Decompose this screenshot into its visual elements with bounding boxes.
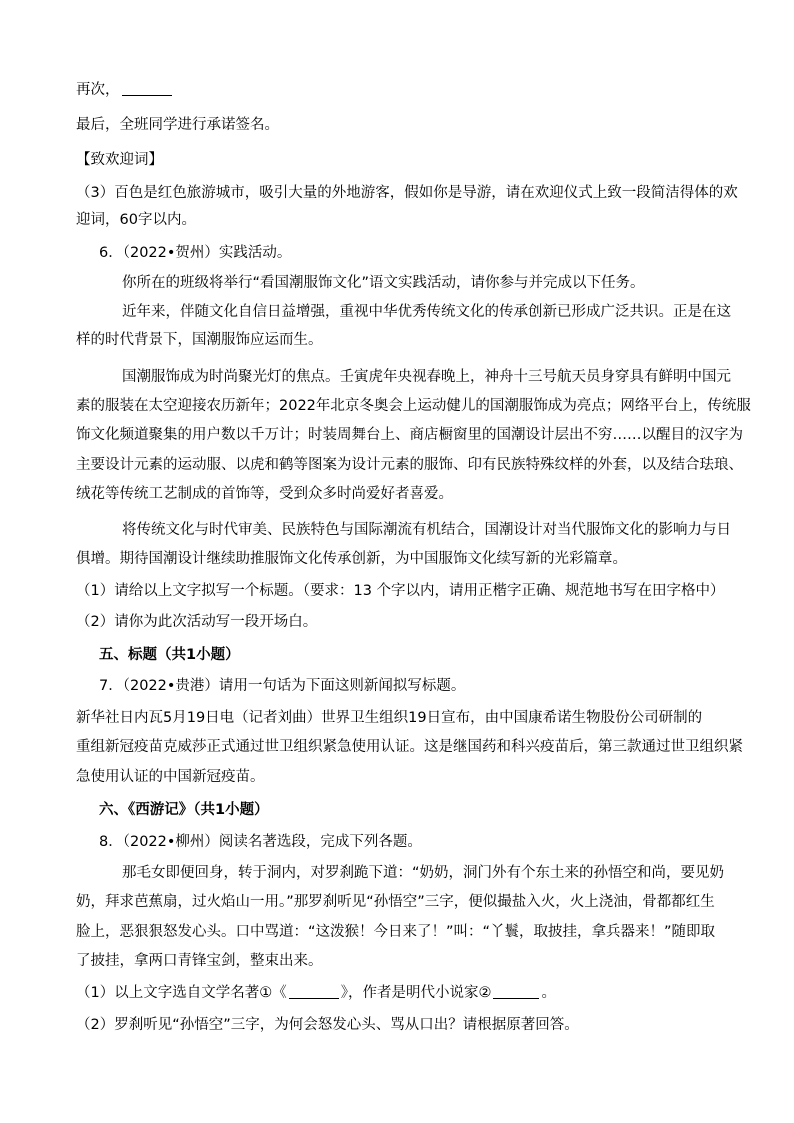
continuation-text: 再次， — [76, 82, 120, 98]
section-heading: 五、标题（共1小题） — [99, 647, 240, 663]
excerpt-line: 了披挂，拿两口青锋宝剑，整束出来。 — [76, 953, 323, 969]
question-8-header: 8．（2022•柳州）阅读名著选段，完成下列各题。 — [99, 834, 422, 850]
passage-line: 饰文化频道聚集的用户数以千万计；时装周舞台上、商店橱窗里的国潮设计层出不穷……以醒目的汉字为 — [76, 427, 743, 443]
continuation-line: 最后，全班同学进行承诺签名。 — [76, 117, 279, 133]
excerpt-line: 那毛女即便回身，转于洞内，对罗刹跪下道：“奶奶，洞门外有个东土来的孙悟空和尚，要见奶 — [122, 865, 725, 881]
question-text: （3）百色是红色旅游城市，吸引大量的外地游客，假如你是导游，请在欢迎仪式上致一段简洁得体的欢 — [76, 185, 738, 201]
sub-question: （2）请你为此次活动写一段开场白。 — [76, 614, 318, 630]
passage-line: 主要设计元素的运动服、以虎和鹤等图案为设计元素的服饰、印有民族特殊纹样的外套，以及结合珐琅、 — [76, 457, 743, 473]
passage-line: 俱增。期待国潮设计继续助推服饰文化传承创新，为中国服饰文化续写新的光彩篇章。 — [76, 551, 627, 567]
section-heading: 【致欢迎词】 — [76, 152, 163, 168]
section-heading: 六、《西游记》（共1小题） — [99, 802, 269, 818]
sub-question-text: 。 — [541, 985, 556, 1001]
question-6-intro: 你所在的班级将举行“看国潮服饰文化”语文实践活动，请你参与并完成以下任务。 — [122, 275, 645, 291]
answer-blank — [122, 81, 172, 96]
sub-question: （1）请给以上文字拟写一个标题。（要求：13 个字以内，请用正楷字正确、规范地书写在田字格中） — [76, 583, 725, 599]
news-line: 急使用认证的中国新冠疫苗。 — [76, 769, 265, 785]
news-line: 新华社日内瓦5月19日电（记者刘曲）世界卫生组织19日宣布，由中国康希诺生物股份公司研制的 — [76, 710, 703, 726]
passage-line: 国潮服饰成为时尚聚光灯的焦点。壬寅虎年央视春晚上，神舟十三号航天员身穿具有鲜明中国元 — [122, 369, 731, 385]
question-6-header: 6．（2022•贺州）实践活动。 — [99, 245, 292, 261]
passage-line: 绒花等传统工艺制成的首饰等，受到众多时尚爱好者喜爱。 — [76, 486, 453, 502]
question-text: 迎词，60字以内。 — [76, 212, 196, 228]
question-7-header: 7．（2022•贵港）请用一句话为下面这则新闻拟写标题。 — [99, 678, 466, 694]
passage-line: 近年来，伴随文化自信日益增强，重视中华优秀传统文化的传承创新已形成广泛共识。正是在这 — [122, 304, 731, 320]
sub-question-text: 》，作者是明代小说家② — [340, 985, 492, 1001]
sub-question: （2）罗刹听见“孙悟空”三字，为何会怒发心头、骂从口出？请根据原著回答。 — [76, 1017, 579, 1033]
sub-question — [76, 983, 556, 1003]
passage-line: 样的时代背景下，国潮服饰应运而生。 — [76, 332, 323, 348]
excerpt-line: 脸上，恶狠狠怒发心头。口中骂道：“这泼猴！今日来了！”叫：“丫鬟，取披挂，拿兵器来！”随即取 — [76, 924, 716, 940]
answer-blank — [493, 984, 539, 999]
sub-question-text: （1）以上文字选自文学名著①《 — [76, 985, 287, 1001]
passage-line: 素的服装在太空迎接农历新年；2022年北京冬奥会上运动健儿的国潮服饰成为亮点；网络平台上，传统服 — [76, 398, 751, 414]
news-line: 重组新冠疫苗克威莎正式通过世卫组织紧急使用认证。这是继国药和科兴疫苗后，第三款通过世卫组织紧 — [76, 739, 743, 755]
continuation-line — [76, 80, 174, 100]
passage-line: 将传统文化与时代审美、民族特色与国际潮流有机结合，国潮设计对当代服饰文化的影响力与日 — [122, 522, 731, 538]
answer-blank — [289, 984, 339, 999]
excerpt-line: 奶，拜求芭蕉扇，过火焰山一用。”那罗刹听见“孙悟空”三字，便似撮盐入火，火上浇油，骨都都红生 — [76, 894, 715, 910]
